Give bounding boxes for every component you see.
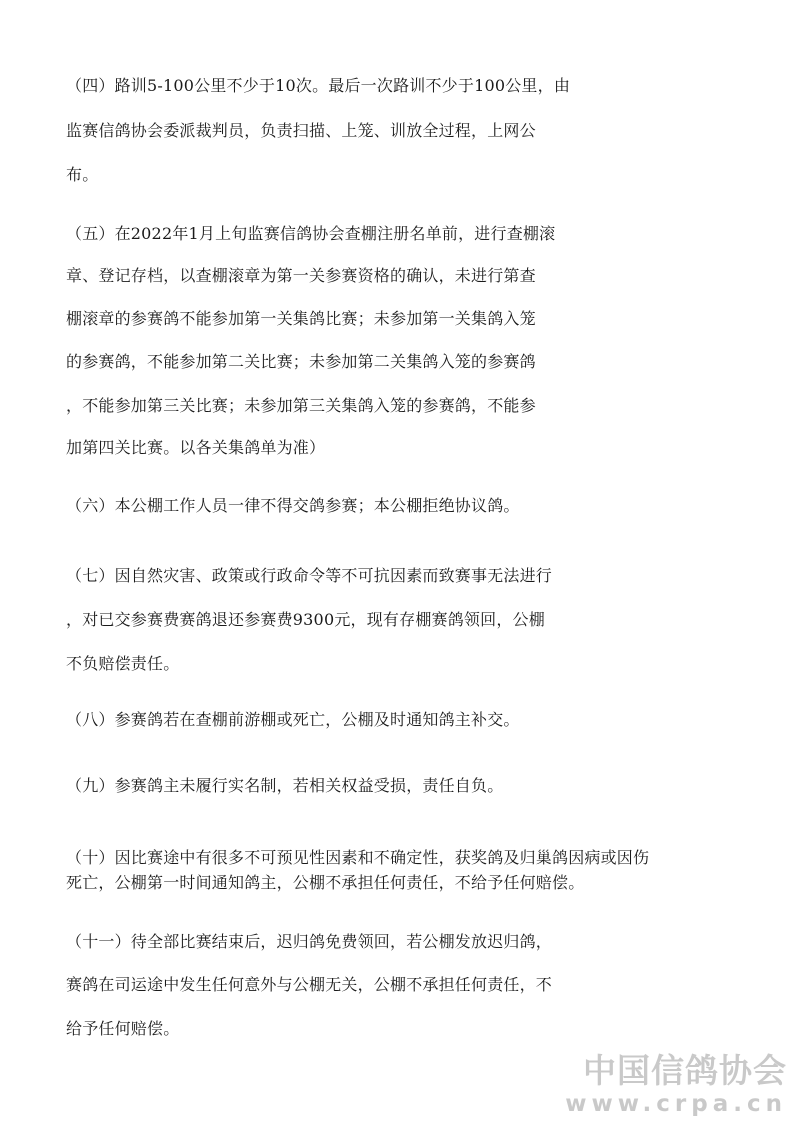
paragraph-5-line-3: 棚滚章的参赛鸽不能参加第一关集鸽比赛；未参加第一关集鸽入笼 [66, 309, 536, 328]
paragraph-7-line-1: （七）因自然灾害、政策或行政命令等不可抗因素而致赛事无法进行 [66, 566, 553, 585]
watermark [565, 1051, 787, 1117]
paragraph-10-line-2: 死亡，公棚第一时间通知鸽主，公棚不承担任何责任，不给予任何赔偿。 [66, 873, 585, 892]
paragraph-5-line-1: （五）在2022年1月上旬监赛信鸽协会查棚注册名单前，进行查棚滚 [66, 224, 556, 243]
paragraph-11-line-1: （十一）待全部比赛结束后，迟归鸽免费领回，若公棚发放迟归鸽， [66, 932, 553, 951]
paragraph-5-line-4: 的参赛鸽，不能参加第二关比赛；未参加第二关集鸽入笼的参赛鸽 [66, 352, 536, 371]
watermark-name: 中国信鸽协会 [583, 1051, 787, 1090]
paragraph-5-line-2: 章、登记存档，以查棚滚章为第一关参赛资格的确认，未进行第查 [66, 266, 536, 285]
paragraph-5-line-6: 加第四关比赛。以各关集鸽单为准） [66, 438, 326, 457]
paragraph-4-line-1: （四）路训5-100公里不少于10次。最后一次路训不少于100公里，由 [66, 76, 571, 95]
paragraph-9-line-1: （九）参赛鸽主未履行实名制，若相关权益受损，责任自负。 [66, 776, 504, 795]
paragraph-11-line-3: 给予任何赔偿。 [66, 1019, 180, 1038]
paragraph-7-line-3: 不负赔偿责任。 [66, 654, 180, 673]
watermark-url: www.crpa.cn [565, 1091, 787, 1117]
paragraph-7-line-2: ，对已交参赛费赛鸽退还参赛费9300元，现有存棚赛鸽领回，公棚 [66, 610, 545, 629]
paragraph-5-line-5: ，不能参加第三关比赛；未参加第三关集鸽入笼的参赛鸽，不能参 [66, 396, 536, 415]
paragraph-4-line-2: 监赛信鸽协会委派裁判员，负责扫描、上笼、训放全过程，上网公 [66, 121, 536, 140]
paragraph-6-line-1: （六）本公棚工作人员一律不得交鸽参赛；本公棚拒绝协议鸽。 [66, 496, 520, 515]
paragraph-11-line-2: 赛鸽在司运途中发生任何意外与公棚无关，公棚不承担任何责任，不 [66, 975, 553, 994]
paragraph-4-line-3: 布。 [66, 165, 99, 184]
paragraph-10-line-1: （十）因比赛途中有很多不可预见性因素和不确定性，获奖鸽及归巢鸽因病或因伤 [66, 848, 650, 867]
paragraph-8-line-1: （八）参赛鸽若在查棚前游棚或死亡，公棚及时通知鸽主补交。 [66, 710, 520, 729]
